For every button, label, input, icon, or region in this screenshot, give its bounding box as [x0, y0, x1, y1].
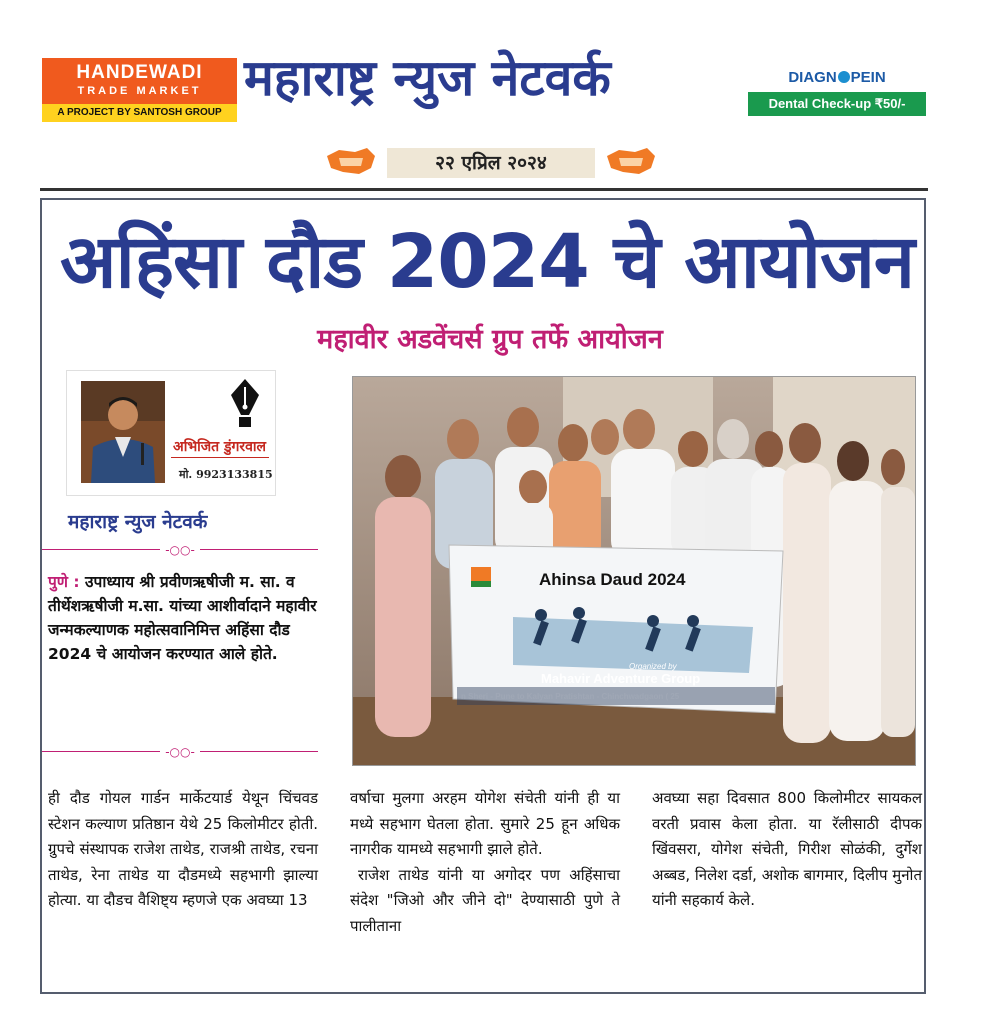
issue-date: २२ एप्रिल २०२४ — [387, 148, 595, 178]
handewadi-ad-line3: A PROJECT BY SANTOSH GROUP — [42, 104, 237, 122]
handewadi-ad-top — [42, 58, 237, 104]
ornament-knot-icon: -○○- — [160, 744, 200, 760]
body-column-2-para2: राजेश ताथेड यांनी या अगोदर पण अहिंसाचा संदेश "जिओ और जीने दो" देण्यासाठी पुणे ते पालीताना — [350, 865, 620, 935]
diagnopein-brand-a: DIAGN — [788, 69, 837, 86]
date-row — [325, 146, 655, 182]
reporter-mobile: मो. 9923133815 — [179, 468, 273, 481]
body-column-3 — [652, 786, 922, 914]
ornament-divider — [42, 542, 318, 558]
event-banner — [449, 545, 783, 713]
event-photo — [352, 376, 916, 766]
dateline-location: पुणे : — [48, 573, 80, 591]
masthead-rule — [40, 188, 928, 191]
reporter-underline — [171, 457, 269, 458]
intro-paragraph — [48, 570, 318, 666]
banner-group: Mahavir Adventure Group — [541, 671, 701, 686]
network-byline: महाराष्ट्र न्युज नेटवर्क — [68, 511, 208, 533]
masthead-title: महाराष्ट्र न्युज नेटवर्क — [244, 49, 611, 107]
diagnopein-ad[interactable] — [748, 66, 926, 120]
reporter-name: अभिजित डुंगरवाल — [173, 439, 267, 455]
dental-checkup-label: Dental Check-up ₹50/- — [748, 92, 926, 116]
mini-map-logo-icon — [605, 146, 657, 178]
mini-map-logo-icon — [325, 146, 377, 178]
headline: अहिंसा दौड 2024 चे आयोजन — [60, 219, 914, 305]
body-column-1 — [48, 786, 318, 914]
handewadi-ad-line2: TRADE MARKET — [77, 85, 202, 97]
event-photo-illustration — [353, 377, 915, 765]
body-column-3-text: अवघ्या सहा दिवसात 800 किलोमीटर सायकल वरती प्रवास केला होता. या रॅलीसाठी दीपक खिंवसरा, योगेश संचेती, गिरीश सोळंकी, दुर्गेश अब्बड, निलेश दर्डा, अशोक बागमार, दिलीप मुनोत यांनी सहकार्य केले. — [652, 789, 922, 909]
body-column-2-para1: वर्षाचा मुलगा अरहम योगेश संचेती यांनी ही या मध्ये सहभाग घेतला होता. सुमारे 25 हून अधिक नागरीक यामध्ये सहभागी झाले होते. — [350, 789, 620, 858]
tooth-dot-icon — [838, 71, 850, 83]
intro-text: उपाध्याय श्री प्रवीणऋषीजी म. सा. व तीर्थेशऋषीजी म.सा. यांच्या आशीर्वादाने महावीर जन्मकल्याणक महोत्सवानिमित्त अहिंसा दौड 2024 चे आयोजन करण्यात आले होते. — [48, 573, 317, 663]
ornament-knot-icon: -○○- — [160, 542, 200, 558]
banner-title: Ahinsa Daud 2024 — [539, 570, 686, 589]
handewadi-ad[interactable] — [42, 58, 237, 124]
fountain-pen-icon — [219, 377, 271, 429]
reporter-card — [66, 370, 276, 496]
subheadline: महावीर अडवेंचर्स ग्रुप तर्फे आयोजन — [317, 324, 663, 355]
reporter-avatar — [81, 381, 165, 483]
diagnopein-brand-b: PEIN — [850, 69, 886, 86]
handewadi-ad-line1: HANDEWADI — [76, 62, 203, 83]
banner-route: n Sheri - Pune to Kalyan Pratishtan - Chinchwadgaon ( 25 — [461, 692, 680, 701]
ornament-divider — [42, 744, 318, 760]
body-column-2 — [350, 786, 620, 939]
diagnopein-brand — [748, 66, 926, 92]
banner-organized-by: Organized by — [629, 662, 677, 671]
body-column-1-text: ही दौड गोयल गार्डन मार्केटयार्ड येथून चिंचवड स्टेशन कल्याण प्रतिष्ठान येथे 25 किलोमीटर होती. ग्रुपचे संस्थापक राजेश ताथेड, राजश्री ताथेड, रचना ताथेड, रेना ताथेड या दौडमध्ये सहभागी झाल्या होत्या. या दौडच वैशिष्ट्य म्हणजे एक अवघ्या 13 — [48, 789, 318, 909]
